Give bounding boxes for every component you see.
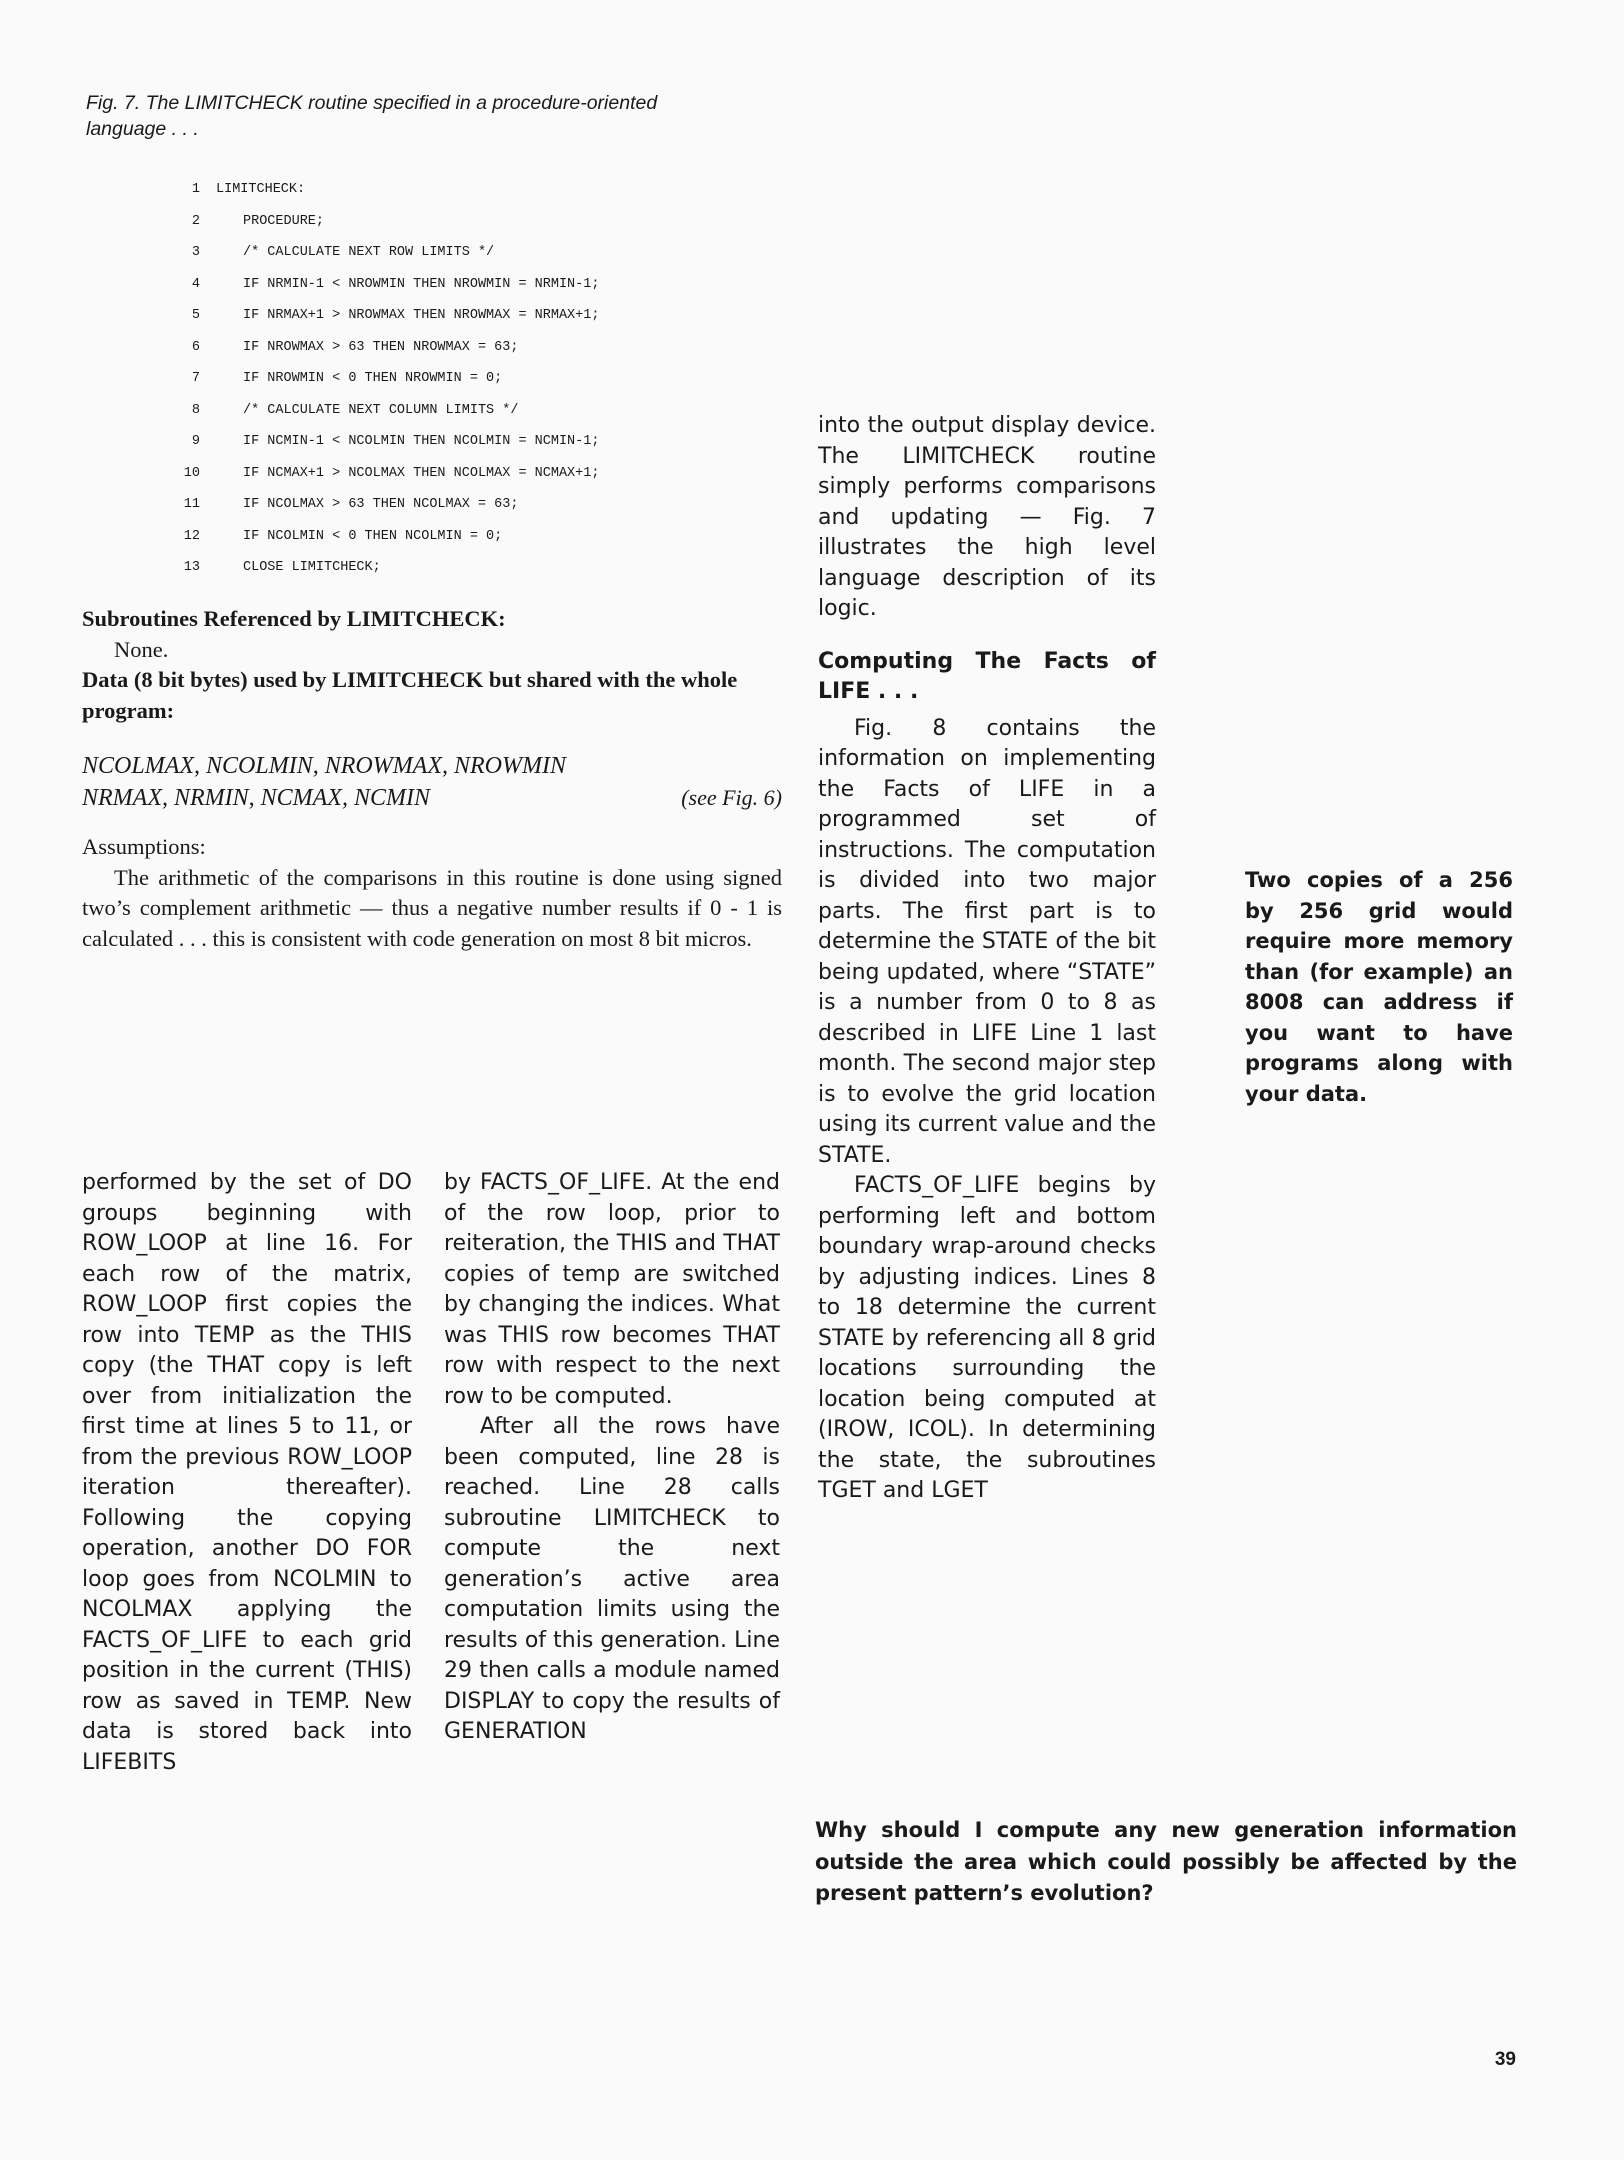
body-column-3 [818, 411, 1156, 1507]
code-text: IF NROWMIN < 0 THEN NROWMIN = 0; [243, 371, 503, 386]
paragraph: After all the rows have been computed, line 28 is reached. Line 28 calls subroutine LIMITCHECK to compute the next generation’s active area computation limits using the results of this generation. Line 29 then calls a module named DISPLAY to copy the results of GENERATION [444, 1414, 780, 1744]
paragraph: performed by the set of DO groups beginning with ROW_LOOP at line 16. For each row of the matrix, ROW_LOOP first copies the row into TEMP as the THIS copy (the THAT copy is left over from initialization the first time at lines 5 to 11, or from the previous ROW_LOOP iteration thereafter). Following the copying operation, another DO FOR loop goes from NCOLMIN to NCOLMAX applying the FACTS_OF_LIFE to each grid position in the current (THIS) row as saved in TEMP. New data is stored back into LIFEBITS [82, 1170, 412, 1775]
line-number: 1 [191, 182, 200, 197]
paragraph: into the output display device. The LIMITCHECK routine simply performs comparisons and updating — Fig. 7 illustrates the high level language description of its logic. [818, 413, 1156, 621]
code-text: IF NRMAX+1 > NROWMAX THEN NROWMAX = NRMAX+1; [243, 308, 600, 323]
code-text: PROCEDURE; [243, 213, 325, 229]
code-text: /* CALCULATE NEXT ROW LIMITS */ [243, 245, 495, 260]
body-column-1 [82, 1168, 412, 1778]
code-line [170, 332, 730, 364]
assumptions-section [82, 832, 782, 954]
code-text: IF NCOLMIN < 0 THEN NCOLMIN = 0; [243, 528, 503, 544]
pull-quote: Why should I compute any new generation information outside the area which could possibly be affected by the present pattern’s evolution? [815, 1818, 1517, 1905]
line-number: 6 [191, 339, 200, 355]
data-vars-row [82, 782, 782, 814]
line-number: 12 [183, 528, 200, 544]
code-line [170, 426, 730, 458]
code-text: CLOSE LIMITCHECK; [243, 560, 381, 575]
caption-line-1: Fig. 7. The LIMITCHECK routine specified in a procedure-oriented [86, 92, 658, 114]
assumptions-heading: Assumptions: [82, 834, 206, 859]
line-number: 11 [183, 497, 200, 512]
line-number: 7 [191, 371, 200, 386]
body-column-2 [444, 1168, 780, 1748]
code-listing [170, 174, 730, 584]
sidebar-note: Two copies of a 256 by 256 grid would require more memory than (for example) an 8008 can address if you want to have programs along with your data. [1245, 868, 1513, 1106]
subroutines-value: None. [114, 636, 169, 662]
subroutines-heading: Subroutines Referenced by LIMITCHECK: [82, 606, 506, 631]
code-line [170, 174, 730, 206]
code-text: LIMITCHECK: [216, 182, 306, 197]
code-text: IF NCMAX+1 > NCOLMAX THEN NCOLMAX = NCMAX+1; [243, 465, 600, 481]
data-vars-line: NCOLMAX, NCOLMIN, NROWMAX, NROWMIN [82, 753, 566, 779]
line-number: 9 [191, 434, 200, 449]
page-number: 39 [1494, 2049, 1516, 2070]
code-line [170, 552, 730, 584]
line-number: 5 [191, 308, 200, 323]
line-number: 2 [191, 213, 200, 229]
code-line [170, 395, 730, 427]
paragraph: by FACTS_OF_LIFE. At the end of the row loop, prior to reiteration, the THIS and THAT copies of temp are switched by changing the indices. What was THIS row becomes THAT row with respect to the next row to be computed. [444, 1170, 780, 1409]
paragraph: Fig. 8 contains the information on implementing the Facts of LIFE in a programmed set of instructions. The computation is divided into two major parts. The first part is to determine the STATE of the bit being updated, where “STATE” is a number from 0 to 8 as described in LIFE Line 1 last month. The second major step is to evolve the grid location using its current value and the STATE. [818, 715, 1156, 1168]
code-text: IF NROWMAX > 63 THEN NROWMAX = 63; [243, 339, 519, 355]
caption-line-2: language . . . [86, 118, 199, 140]
see-figure-note: (see Fig. 6) [681, 785, 782, 810]
code-line [170, 521, 730, 553]
code-line [170, 489, 730, 521]
code-line [170, 269, 730, 301]
code-line [170, 206, 730, 238]
code-text: /* CALCULATE NEXT COLUMN LIMITS */ [243, 402, 519, 418]
code-text: IF NCOLMAX > 63 THEN NCOLMAX = 63; [243, 497, 519, 512]
line-number: 8 [191, 402, 200, 418]
line-number: 4 [191, 276, 200, 292]
data-vars-line: NRMAX, NRMIN, NCMAX, NCMIN [82, 785, 430, 811]
figure-caption [86, 90, 806, 142]
code-line [170, 458, 730, 490]
assumptions-text: The arithmetic of the comparisons in this routine is done using signed two’s complement arithmetic — thus a negative number results if 0 - 1 is calculated . . . this is consistent with code generation on most 8 bit micros. [82, 864, 782, 951]
paragraph: FACTS_OF_LIFE begins by performing left and bottom boundary wrap-around checks by adjusting indices. Lines 8 to 18 determine the current STATE by referencing all 8 grid locations surrounding the location being computed at (IROW, ICOL). In determining the state, the subroutines TGET and LGET [818, 1173, 1156, 1503]
code-text: IF NRMIN-1 < NROWMIN THEN NROWMIN = NRMIN-1; [243, 276, 600, 292]
code-line [170, 300, 730, 332]
line-number: 13 [183, 560, 200, 575]
code-line [170, 237, 730, 269]
section-heading: Computing The Facts of LIFE . . . [818, 648, 1156, 704]
code-text: IF NCMIN-1 < NCOLMIN THEN NCOLMIN = NCMIN-1; [243, 434, 600, 449]
code-line [170, 363, 730, 395]
subroutines-section [82, 604, 782, 726]
data-variables [82, 750, 782, 814]
line-number: 10 [183, 465, 200, 481]
line-number: 3 [191, 245, 200, 260]
shared-data-heading: Data (8 bit bytes) used by LIMITCHECK but shared with the whole program: [82, 667, 738, 723]
